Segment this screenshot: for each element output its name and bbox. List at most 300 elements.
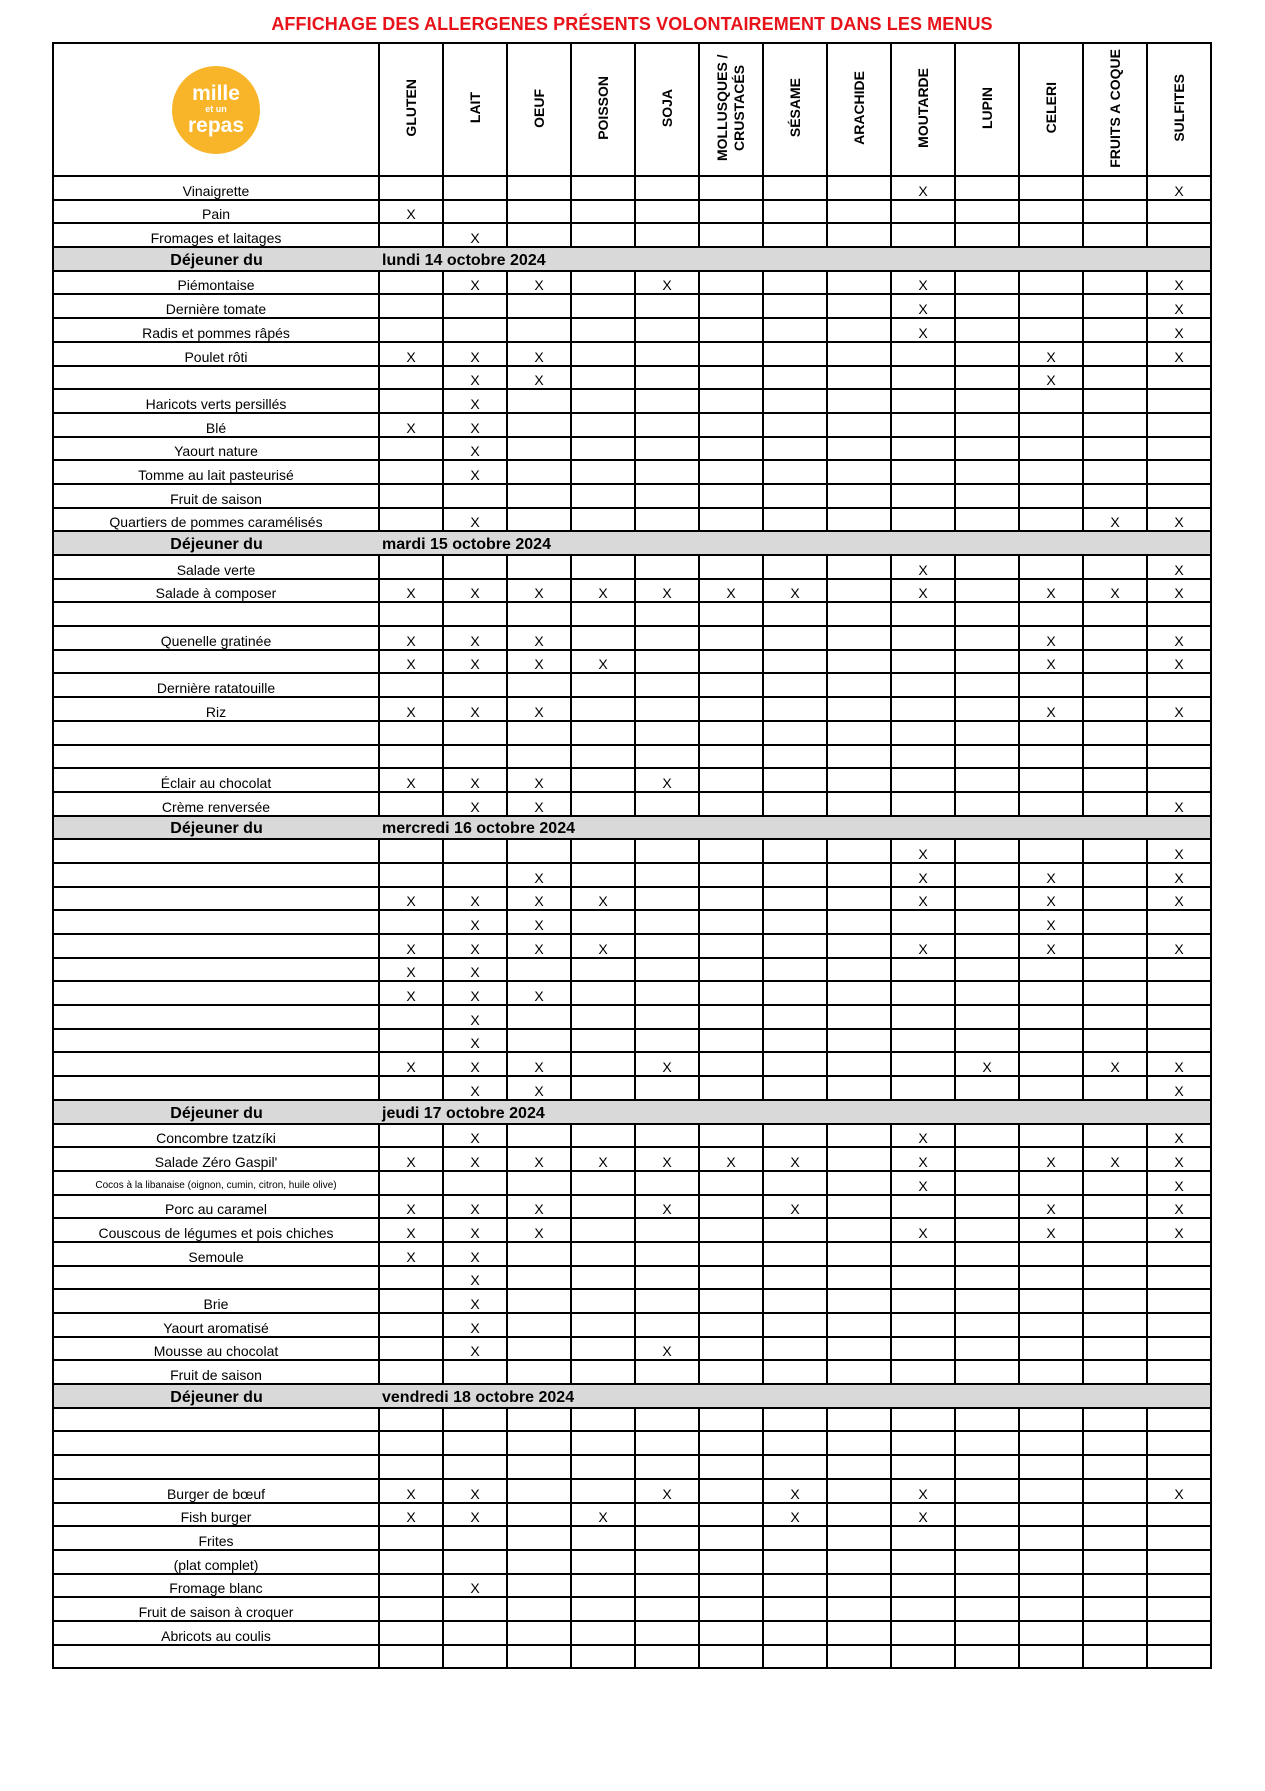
allergen-cell <box>379 839 443 863</box>
allergen-cell <box>763 768 827 792</box>
allergen-cell <box>507 200 571 224</box>
allergen-cell <box>571 1029 635 1053</box>
day-header-row <box>53 247 1211 271</box>
allergen-cell <box>699 721 763 745</box>
allergen-cell <box>699 1124 763 1148</box>
allergen-cell <box>635 1005 699 1029</box>
allergen-mark: X <box>1147 555 1211 579</box>
allergen-cell <box>955 389 1019 413</box>
allergen-cell <box>443 1550 507 1574</box>
allergen-cell <box>827 1242 891 1266</box>
allergen-table <box>52 42 1212 1669</box>
allergen-cell <box>635 294 699 318</box>
dish-name: Fruit de saison <box>53 1360 379 1384</box>
allergen-cell <box>955 792 1019 816</box>
allergen-cell <box>1019 1360 1083 1384</box>
allergen-mark: X <box>443 1242 507 1266</box>
allergen-cell <box>635 863 699 887</box>
dish-name <box>53 863 379 887</box>
allergen-cell <box>571 839 635 863</box>
allergen-cell <box>763 1124 827 1148</box>
allergen-cell <box>1083 1124 1147 1148</box>
allergen-cell <box>699 1289 763 1313</box>
allergen-cell <box>955 602 1019 626</box>
menu-item-row <box>53 1029 1211 1053</box>
day-header-row <box>53 531 1211 555</box>
allergen-cell <box>379 1029 443 1053</box>
allergen-cell <box>955 863 1019 887</box>
allergen-cell <box>763 697 827 721</box>
allergen-cell <box>571 1408 635 1432</box>
allergen-mark: X <box>443 1124 507 1148</box>
allergen-mark: X <box>443 697 507 721</box>
allergen-cell <box>379 863 443 887</box>
allergen-cell <box>507 958 571 982</box>
allergen-mark: X <box>763 1147 827 1171</box>
dish-name <box>53 887 379 911</box>
allergen-cell <box>571 697 635 721</box>
allergen-cell <box>379 1455 443 1479</box>
allergen-cell <box>827 887 891 911</box>
allergen-cell <box>507 1455 571 1479</box>
allergen-cell <box>891 223 955 247</box>
allergen-header-label: CELERI <box>1042 82 1059 134</box>
allergen-cell <box>891 1645 955 1669</box>
allergen-cell <box>571 389 635 413</box>
allergen-cell <box>443 1408 507 1432</box>
allergen-cell <box>571 294 635 318</box>
allergen-cell <box>507 318 571 342</box>
allergen-cell <box>635 1266 699 1290</box>
allergen-mark: X <box>443 768 507 792</box>
allergen-cell <box>571 437 635 461</box>
allergen-cell <box>1019 1455 1083 1479</box>
allergen-cell <box>379 1574 443 1598</box>
allergen-header-label: GLUTEN <box>402 79 419 137</box>
menu-item-row <box>53 863 1211 887</box>
menu-item-row <box>53 1550 1211 1574</box>
allergen-mark: X <box>1147 1052 1211 1076</box>
allergen-mark: X <box>1147 176 1211 200</box>
allergen-cell <box>891 1431 955 1455</box>
allergen-cell <box>1019 1171 1083 1195</box>
allergen-cell <box>763 887 827 911</box>
allergen-cell <box>1019 555 1083 579</box>
allergen-cell <box>891 1526 955 1550</box>
allergen-cell <box>827 1195 891 1219</box>
day-header-row <box>53 1100 1211 1124</box>
allergen-cell <box>379 792 443 816</box>
allergen-cell <box>763 650 827 674</box>
allergen-mark: X <box>891 1503 955 1527</box>
allergen-cell <box>507 508 571 532</box>
allergen-mark: X <box>1147 839 1211 863</box>
allergen-cell <box>1083 413 1147 437</box>
allergen-header <box>571 43 635 176</box>
allergen-cell <box>1019 1313 1083 1337</box>
allergen-cell <box>1083 981 1147 1005</box>
allergen-cell <box>891 1076 955 1100</box>
allergen-cell <box>955 200 1019 224</box>
allergen-cell <box>827 697 891 721</box>
allergen-cell <box>827 437 891 461</box>
dish-name: Burger de bœuf <box>53 1479 379 1503</box>
allergen-cell <box>699 673 763 697</box>
allergen-cell <box>827 1266 891 1290</box>
allergen-cell <box>763 342 827 366</box>
allergen-cell <box>507 1597 571 1621</box>
allergen-cell <box>955 1242 1019 1266</box>
allergen-cell <box>507 1526 571 1550</box>
dish-name <box>53 981 379 1005</box>
allergen-cell <box>635 1171 699 1195</box>
allergen-cell <box>763 271 827 295</box>
allergen-cell <box>827 745 891 769</box>
allergen-cell <box>763 745 827 769</box>
allergen-mark: X <box>571 887 635 911</box>
allergen-header-label: POISSON <box>594 76 611 140</box>
allergen-mark: X <box>507 934 571 958</box>
allergen-cell <box>955 579 1019 603</box>
allergen-cell <box>763 1242 827 1266</box>
allergen-cell <box>1147 1621 1211 1645</box>
allergen-cell <box>571 863 635 887</box>
allergen-cell <box>827 1360 891 1384</box>
menu-item-row <box>53 1645 1211 1669</box>
allergen-mark: X <box>507 1076 571 1100</box>
allergen-table-wrapper <box>52 42 1212 1669</box>
allergen-cell <box>571 1289 635 1313</box>
day-header-row <box>53 816 1211 840</box>
allergen-cell <box>699 792 763 816</box>
allergen-mark: X <box>571 650 635 674</box>
allergen-cell <box>507 1431 571 1455</box>
allergen-mark: X <box>443 1029 507 1053</box>
allergen-cell <box>891 1337 955 1361</box>
allergen-cell <box>955 981 1019 1005</box>
allergen-mark: X <box>379 1242 443 1266</box>
dish-name <box>53 650 379 674</box>
allergen-cell <box>891 1621 955 1645</box>
allergen-mark: X <box>379 579 443 603</box>
dish-name: Blé <box>53 413 379 437</box>
dish-name <box>53 1266 379 1290</box>
menu-item-row <box>53 1503 1211 1527</box>
allergen-cell <box>571 1455 635 1479</box>
allergen-mark: X <box>699 1147 763 1171</box>
allergen-cell <box>891 1313 955 1337</box>
allergen-cell <box>1019 1621 1083 1645</box>
allergen-cell <box>635 673 699 697</box>
allergen-cell <box>891 768 955 792</box>
allergen-cell <box>699 1218 763 1242</box>
allergen-cell <box>1083 602 1147 626</box>
allergen-cell <box>763 673 827 697</box>
allergen-mark: X <box>443 934 507 958</box>
allergen-cell <box>1019 1479 1083 1503</box>
allergen-cell <box>635 1550 699 1574</box>
allergen-cell <box>763 1052 827 1076</box>
allergen-mark: X <box>507 887 571 911</box>
allergen-cell <box>1083 1550 1147 1574</box>
allergen-cell <box>955 1645 1019 1669</box>
allergen-cell <box>507 389 571 413</box>
allergen-cell <box>507 1360 571 1384</box>
allergen-cell <box>571 413 635 437</box>
allergen-mark: X <box>443 223 507 247</box>
allergen-mark: X <box>1147 1147 1211 1171</box>
allergen-mark: X <box>635 271 699 295</box>
menu-item-row <box>53 1005 1211 1029</box>
logo-word-mille: mille <box>192 82 240 105</box>
allergen-cell <box>443 602 507 626</box>
allergen-mark: X <box>379 626 443 650</box>
allergen-cell <box>763 1289 827 1313</box>
allergen-mark: X <box>571 579 635 603</box>
allergen-cell <box>891 1242 955 1266</box>
dish-name <box>53 839 379 863</box>
allergen-cell <box>1147 223 1211 247</box>
allergen-mark: X <box>635 1337 699 1361</box>
allergen-cell <box>1147 484 1211 508</box>
allergen-cell <box>763 1621 827 1645</box>
allergen-cell <box>827 1431 891 1455</box>
allergen-cell <box>699 1029 763 1053</box>
allergen-cell <box>955 1431 1019 1455</box>
allergen-cell <box>955 1195 1019 1219</box>
allergen-cell <box>891 721 955 745</box>
menu-item-row <box>53 1289 1211 1313</box>
menu-item-row <box>53 1431 1211 1455</box>
allergen-cell <box>635 602 699 626</box>
allergen-cell <box>827 1455 891 1479</box>
allergen-mark: X <box>443 1479 507 1503</box>
allergen-cell <box>379 555 443 579</box>
allergen-cell <box>635 839 699 863</box>
allergen-cell <box>955 294 1019 318</box>
allergen-cell <box>827 579 891 603</box>
allergen-cell <box>699 981 763 1005</box>
allergen-cell <box>1147 413 1211 437</box>
allergen-cell <box>1019 1242 1083 1266</box>
allergen-mark: X <box>507 1052 571 1076</box>
allergen-cell <box>507 1645 571 1669</box>
allergen-cell <box>827 1597 891 1621</box>
allergen-cell <box>379 1171 443 1195</box>
allergen-header-label: OEUF <box>530 88 547 128</box>
allergen-cell <box>379 1337 443 1361</box>
dish-name: Fromage blanc <box>53 1574 379 1598</box>
allergen-cell <box>1147 437 1211 461</box>
allergen-cell <box>699 1455 763 1479</box>
allergen-cell <box>699 1360 763 1384</box>
allergen-cell <box>763 176 827 200</box>
allergen-cell <box>571 1124 635 1148</box>
allergen-cell <box>379 721 443 745</box>
menu-rows <box>53 176 1211 1668</box>
allergen-cell <box>763 602 827 626</box>
allergen-cell <box>955 413 1019 437</box>
allergen-cell <box>1019 389 1083 413</box>
allergen-mark: X <box>891 555 955 579</box>
allergen-mark: X <box>1147 1124 1211 1148</box>
allergen-cell <box>1083 910 1147 934</box>
allergen-mark: X <box>379 650 443 674</box>
allergen-cell <box>699 650 763 674</box>
allergen-mark: X <box>1147 650 1211 674</box>
allergen-cell <box>1083 958 1147 982</box>
allergen-cell <box>699 342 763 366</box>
allergen-cell <box>955 1005 1019 1029</box>
menu-item-row <box>53 579 1211 603</box>
allergen-mark: X <box>891 887 955 911</box>
allergen-cell <box>379 745 443 769</box>
allergen-cell <box>635 1597 699 1621</box>
allergen-header-label: MOUTARDE <box>914 68 931 148</box>
allergen-mark: X <box>635 1195 699 1219</box>
allergen-cell <box>379 437 443 461</box>
allergen-cell <box>955 223 1019 247</box>
allergen-cell <box>1019 1597 1083 1621</box>
allergen-cell <box>379 1289 443 1313</box>
allergen-cell <box>955 1337 1019 1361</box>
allergen-cell <box>507 1621 571 1645</box>
allergen-cell <box>827 863 891 887</box>
allergen-cell <box>635 1242 699 1266</box>
allergen-cell <box>763 910 827 934</box>
allergen-cell <box>955 1408 1019 1432</box>
allergen-cell <box>571 1171 635 1195</box>
allergen-cell <box>827 1076 891 1100</box>
allergen-header-label: SÉSAME <box>786 78 803 138</box>
allergen-cell <box>891 508 955 532</box>
allergen-cell <box>507 176 571 200</box>
allergen-cell <box>379 1645 443 1669</box>
allergen-cell <box>1019 413 1083 437</box>
allergen-cell <box>763 1431 827 1455</box>
allergen-cell <box>955 721 1019 745</box>
allergen-cell <box>699 1076 763 1100</box>
dish-name <box>53 745 379 769</box>
allergen-mark: X <box>1147 1195 1211 1219</box>
allergen-cell <box>827 1550 891 1574</box>
allergen-cell <box>1147 745 1211 769</box>
allergen-cell <box>955 437 1019 461</box>
allergen-cell <box>1083 1431 1147 1455</box>
allergen-cell <box>1083 437 1147 461</box>
allergen-cell <box>763 1313 827 1337</box>
allergen-cell <box>827 223 891 247</box>
allergen-cell <box>635 1076 699 1100</box>
allergen-mark: X <box>571 1147 635 1171</box>
allergen-cell <box>699 294 763 318</box>
allergen-mark: X <box>1019 697 1083 721</box>
allergen-cell <box>1083 366 1147 390</box>
allergen-mark: X <box>379 1147 443 1171</box>
allergen-cell <box>507 484 571 508</box>
allergen-cell <box>379 484 443 508</box>
allergen-cell <box>955 1266 1019 1290</box>
allergen-cell <box>443 1621 507 1645</box>
allergen-cell <box>635 484 699 508</box>
allergen-cell <box>699 1337 763 1361</box>
allergen-cell <box>763 508 827 532</box>
allergen-cell <box>891 626 955 650</box>
dish-name: Salade à composer <box>53 579 379 603</box>
day-date: vendredi 18 octobre 2024 <box>379 1384 1211 1408</box>
dish-name: Crème renversée <box>53 792 379 816</box>
allergen-cell <box>891 958 955 982</box>
allergen-cell <box>955 958 1019 982</box>
allergen-cell <box>1083 626 1147 650</box>
allergen-cell <box>699 768 763 792</box>
allergen-cell <box>571 200 635 224</box>
allergen-cell <box>699 626 763 650</box>
allergen-mark: X <box>443 1052 507 1076</box>
allergen-cell <box>379 508 443 532</box>
allergen-cell <box>955 1171 1019 1195</box>
allergen-cell <box>571 673 635 697</box>
menu-item-row <box>53 1242 1211 1266</box>
allergen-cell <box>507 602 571 626</box>
allergen-mark: X <box>1019 863 1083 887</box>
allergen-cell <box>1083 768 1147 792</box>
allergen-cell <box>827 981 891 1005</box>
allergen-cell <box>891 1289 955 1313</box>
allergen-cell <box>763 958 827 982</box>
allergen-cell <box>955 1124 1019 1148</box>
allergen-cell <box>443 318 507 342</box>
allergen-cell <box>571 1431 635 1455</box>
menu-item-row <box>53 887 1211 911</box>
allergen-cell <box>763 721 827 745</box>
allergen-cell <box>443 673 507 697</box>
dish-name: Fruit de saison à croquer <box>53 1597 379 1621</box>
allergen-cell <box>443 1645 507 1669</box>
day-header-row <box>53 1384 1211 1408</box>
allergen-cell <box>699 745 763 769</box>
allergen-cell <box>699 1503 763 1527</box>
day-label: Déjeuner du <box>53 247 379 271</box>
allergen-cell <box>507 460 571 484</box>
allergen-cell <box>827 389 891 413</box>
menu-item-row <box>53 342 1211 366</box>
allergen-cell <box>891 792 955 816</box>
allergen-mark: X <box>443 1218 507 1242</box>
allergen-cell <box>635 1503 699 1527</box>
allergen-cell <box>699 839 763 863</box>
allergen-cell <box>699 413 763 437</box>
allergen-cell <box>763 223 827 247</box>
allergen-cell <box>891 413 955 437</box>
allergen-mark: X <box>379 1195 443 1219</box>
menu-item-row <box>53 745 1211 769</box>
allergen-cell <box>1019 1408 1083 1432</box>
allergen-mark: X <box>891 176 955 200</box>
allergen-cell <box>1147 1242 1211 1266</box>
allergen-mark: X <box>891 1218 955 1242</box>
allergen-header <box>443 43 507 176</box>
allergen-mark: X <box>1019 934 1083 958</box>
allergen-cell <box>1083 1337 1147 1361</box>
allergen-cell <box>635 413 699 437</box>
allergen-mark: X <box>443 271 507 295</box>
dish-name: Poulet rôti <box>53 342 379 366</box>
allergen-mark: X <box>443 1266 507 1290</box>
allergen-cell <box>379 460 443 484</box>
allergen-cell <box>1083 1574 1147 1598</box>
allergen-mark: X <box>507 792 571 816</box>
